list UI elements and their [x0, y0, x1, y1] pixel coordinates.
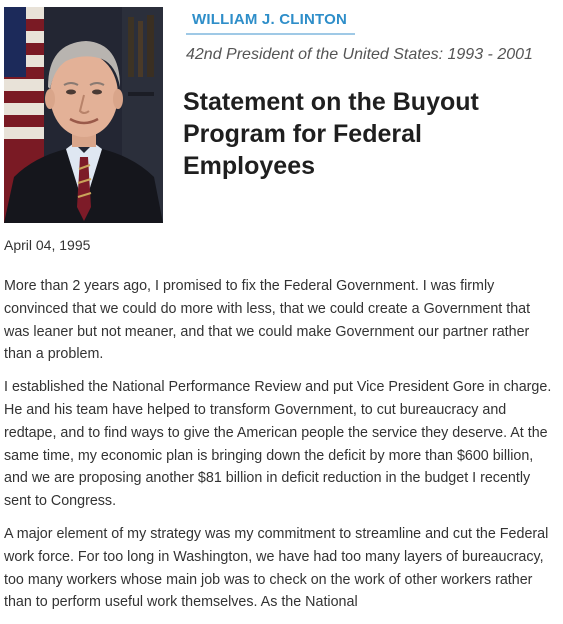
document-date: April 04, 1995 [4, 237, 91, 253]
president-portrait [4, 7, 163, 223]
president-name-link[interactable]: WILLIAM J. CLINTON [186, 9, 355, 35]
body-paragraph: A major element of my strategy was my commitment to streamline and cut the Federal work force. For too long in Washington, we have had too many layers of bureaucracy, too many workers whose main job was to check on the work of other workers rather than to perform useful work themselves. As the National [4, 525, 549, 611]
body-paragraph: More than 2 years ago, I promised to fix the Federal Government. I was firmly convinced that we could do more with less, that we could create a Government that was leaner but not meaner, and that we could make Government our partner rather than a problem. [4, 278, 531, 363]
document-body [4, 275, 552, 624]
document-title: Statement on the Buyout Program for Federal Employees [183, 88, 479, 180]
president-subtitle: 42nd President of the United States: 1993 - 2001 [186, 46, 533, 63]
body-paragraph: I established the National Performance Review and put Vice President Gore in charge. He and his team have helped to transform Government, to cut bureaucracy and redtape, and to find ways to give the American people the service they deserve. At the same time, my economic plan is bringing down the deficit by more than $600 billion, and we are proposing another $81 billion in deficit reduction in the budget I recently sent to Congress. [4, 379, 552, 510]
